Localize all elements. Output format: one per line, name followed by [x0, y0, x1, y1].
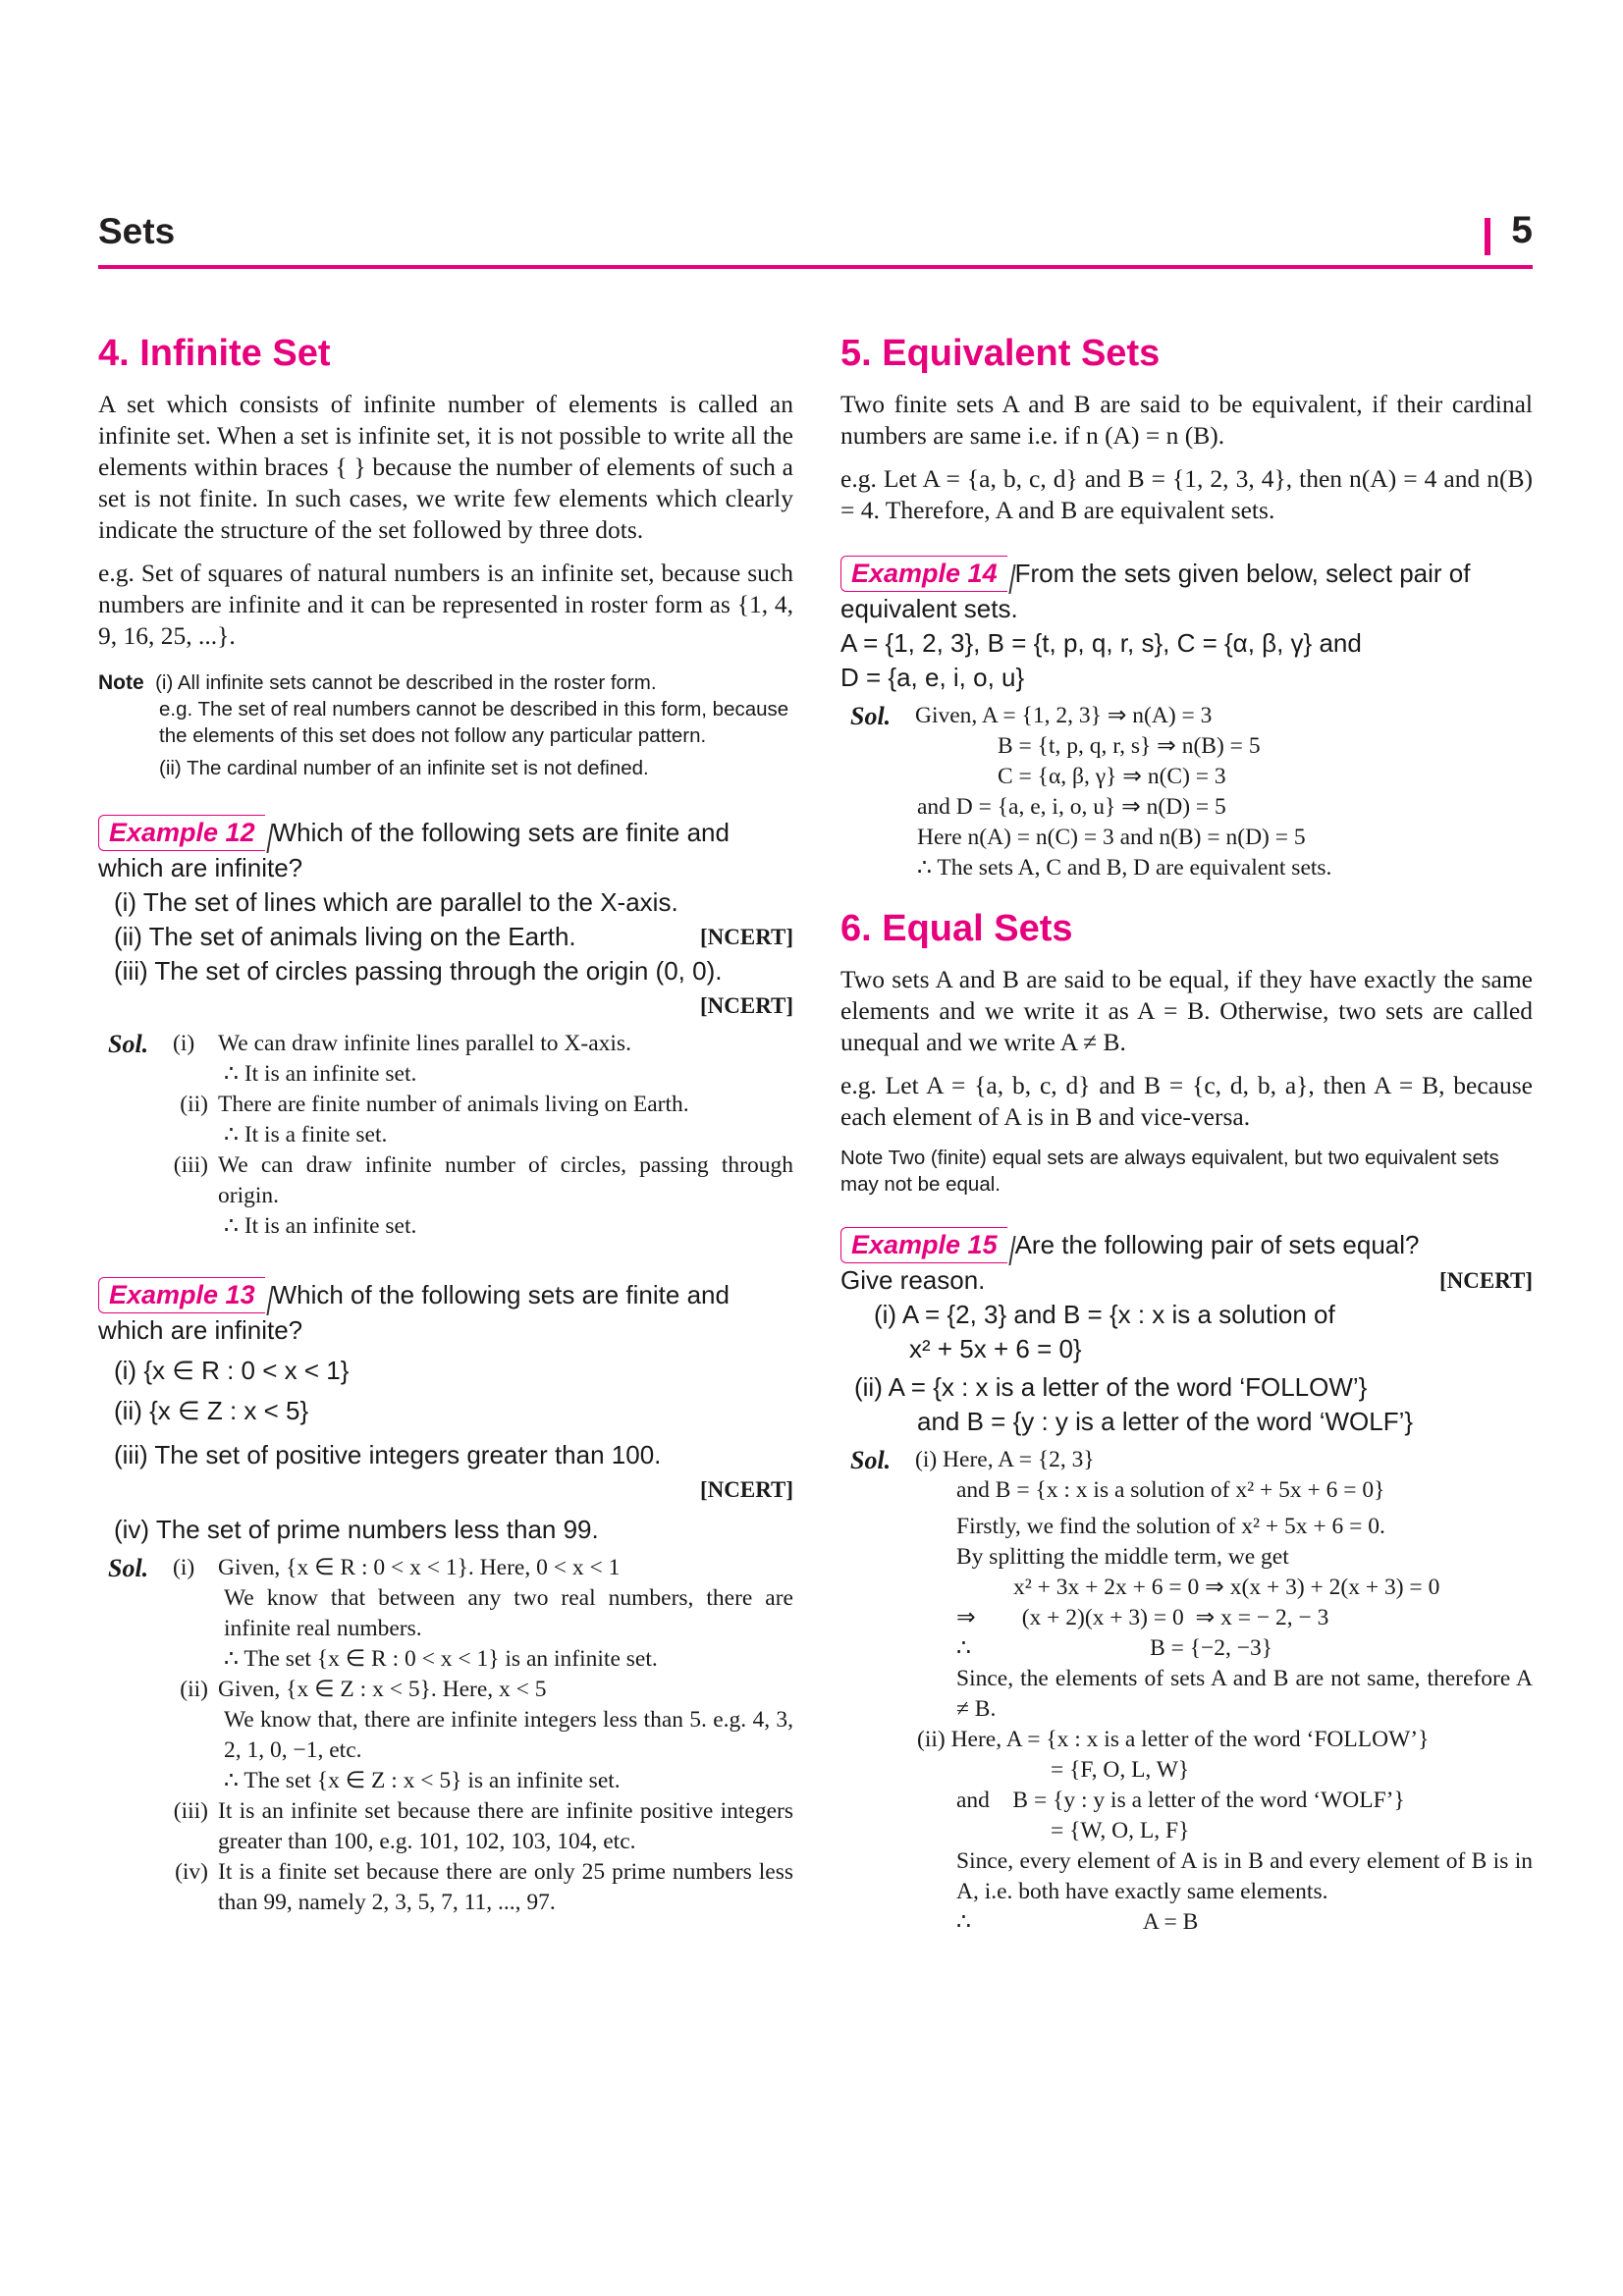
- equal-sets-definition: Two sets A and B are said to be equal, if they have exactly the same elements and we write it as A = B. Otherwise, two sets are called unequal and we write A ≠ B.: [840, 965, 1533, 1056]
- solution-step: (i) Here, A = {2, 3}: [915, 1447, 1095, 1472]
- solution-conclusion: ∴ The sets A, C and B, D are equivalent sets.: [917, 855, 1332, 881]
- example-question: Which of the following sets are finite and which are infinite?: [98, 818, 730, 882]
- example-12: [98, 815, 793, 1023]
- solution-step: By splitting the middle term, we get: [956, 1544, 1289, 1570]
- equal-sets-example: e.g. Let A = {a, b, c, d} and B = {c, d, b, a}, then A = B, because each element of A is in B and vice-versa.: [840, 1071, 1533, 1131]
- example-badge: Example 15: [840, 1227, 1007, 1263]
- solution-step: and B = {y : y is a letter of the word ‘WOLF’}: [956, 1788, 1405, 1813]
- solution-conclusion: Since, the elements of sets A and B are not same, therefore A ≠ B.: [956, 1666, 1533, 1722]
- example-badge: Example 13: [98, 1277, 265, 1313]
- solution-conclusion: ∴ A = B: [956, 1909, 1199, 1935]
- example-question-cont: Give reason.: [840, 1265, 986, 1295]
- example-question: Are the following pair of sets equal?: [1014, 1230, 1420, 1259]
- example-question: Which of the following sets are finite and which are infinite?: [98, 1280, 730, 1345]
- header-accent-bar: [1485, 218, 1490, 255]
- solution-step: We can draw infinite lines parallel to X-axis.: [218, 1031, 631, 1056]
- solution-step: It is an infinite set because there are infinite positive integers greater than 100, e.g. 101, 102, 103, 104, etc.: [218, 1798, 793, 1854]
- solution-step: ∴ B = {−2, −3}: [956, 1635, 1273, 1661]
- example-13: [98, 1277, 793, 1547]
- solution-label: Sol.: [850, 1446, 892, 1474]
- solution-label: Sol.: [108, 1030, 149, 1058]
- ncert-tag: [NCERT]: [699, 993, 793, 1018]
- solution-conclusion: ∴ It is a finite set.: [224, 1122, 388, 1148]
- list-item: (iii) The set of positive integers greater than 100.: [114, 1440, 662, 1469]
- solution-step: Given, {x ∈ R : 0 < x < 1}. Here, 0 < x < 1: [218, 1555, 621, 1580]
- solution-step: ⇒ (x + 2)(x + 3) = 0 ⇒ x = − 2, − 3: [956, 1605, 1329, 1630]
- list-item: (i) The set of lines which are parallel to the X-axis.: [114, 887, 678, 917]
- solution-step: = {F, O, L, W}: [1051, 1757, 1190, 1783]
- right-column: [840, 332, 1533, 1938]
- infinite-set-note: [98, 669, 793, 781]
- note-item-2: (ii) The cardinal number of an infinite set is not defined.: [159, 757, 649, 779]
- solution-13: Sol. (i) Given, {x ∈ R : 0 < x < 1}. Here, 0 < x < 1 We know that between any two real numbers, there are infinite real numbers. ∴ The set {x ∈ R : 0 < x < 1} is an infinite set. (ii) Given, {x ∈ Z : x < 5}. Here, x < 5 We know that, there are infinite integers less than 5. e.g. 4, 3, 2, 1, 0, −1, etc. ∴ The set {x ∈ Z : x < 5} is an infinite set. (iii) It is an infinite set because there are infinite positive integers greater than 100, e.g. 101, 102, 103, 104, etc. (iv) It is a finite set because there are only 25 prime numbers less than 99, namely 2, 3, 5, 7, 11, ..., 97.: [98, 1553, 793, 1918]
- solution-step: x² + 3x + 2x + 6 = 0 ⇒ x(x + 3) + 2(x + 3) = 0: [1013, 1575, 1440, 1600]
- solution-conclusion: ∴ The set {x ∈ Z : x < 5} is an infinite set.: [224, 1768, 621, 1793]
- note-label: Note: [98, 671, 144, 694]
- solution-step: B = {t, p, q, r, s} ⇒ n(B) = 5: [998, 733, 1261, 759]
- solution-step: C = {α, β, γ} ⇒ n(C) = 3: [998, 764, 1226, 789]
- example-badge: Example 14: [840, 556, 1007, 592]
- list-item: (iii) The set of circles passing through the origin (0, 0).: [114, 956, 723, 986]
- equivalent-sets-example: e.g. Let A = {a, b, c, d} and B = {1, 2, 3, 4}, then n(A) = 4 and n(B) = 4. Therefore, A and B are equivalent sets.: [840, 464, 1533, 524]
- solution-step: Given, {x ∈ Z : x < 5}. Here, x < 5: [218, 1677, 547, 1702]
- equal-sets-note: Note Two (finite) equal sets are always equivalent, but two equivalent sets may not be equal.: [840, 1147, 1499, 1196]
- solution-step: = {W, O, L, F}: [1051, 1818, 1190, 1843]
- solution-step: Here n(A) = n(C) = 3 and n(B) = n(D) = 5: [917, 825, 1306, 850]
- solution-conclusion: ∴ The set {x ∈ R : 0 < x < 1} is an infinite set.: [224, 1646, 658, 1672]
- ncert-tag: [NCERT]: [1438, 1268, 1533, 1293]
- example-sets-line: A = {1, 2, 3}, B = {t, p, q, r, s}, C = {α, β, γ} and: [840, 628, 1362, 658]
- solution-step: Since, every element of A is in B and every element of B is in A, i.e. both have exactly same elements.: [956, 1848, 1533, 1904]
- list-item-cont: and B = {y : y is a letter of the word ‘WOLF’}: [917, 1407, 1414, 1436]
- solution-step: We can draw infinite number of circles, passing through origin.: [218, 1152, 793, 1208]
- solution-label: Sol.: [850, 702, 892, 730]
- solution-step: and D = {a, e, i, o, u} ⇒ n(D) = 5: [917, 794, 1226, 820]
- list-item: (ii) A = {x : x is a letter of the word ‘FOLLOW’}: [854, 1372, 1368, 1402]
- ncert-tag: [NCERT]: [699, 1477, 793, 1502]
- note-item-1-detail: e.g. The set of real numbers cannot be described in this form, because the elements of this set does not follow any particular pattern.: [159, 698, 789, 747]
- page-number: 5: [1511, 209, 1533, 251]
- list-item: (ii) {x ∈ Z : x < 5}: [114, 1396, 309, 1425]
- list-item: (ii) The set of animals living on the Earth. [NCERT]: [98, 920, 793, 954]
- section-title-infinite-set: 4. Infinite Set: [98, 333, 331, 374]
- solution-step: and B = {x : x is a solution of x² + 5x + 6 = 0}: [956, 1477, 1385, 1503]
- infinite-set-definition: A set which consists of infinite number of elements is called an infinite set. When a set is infinite set, it is not possible to write all the elements within braces { } because the number of elements of such a set is not finite. In such cases, we write few elements which clearly indicate the structure of the set followed by three dots.: [98, 390, 793, 544]
- solution-12: Sol. (i) We can draw infinite lines parallel to X-axis. ∴ It is an infinite set. (ii) There are finite number of animals living on Earth. ∴ It is a finite set. (iii) We can draw infinite number of circles, passing through origin. ∴ It is an infinite set.: [98, 1029, 793, 1242]
- solution-step: Given, A = {1, 2, 3} ⇒ n(A) = 3: [915, 703, 1213, 728]
- solution-step: Firstly, we find the solution of x² + 5x + 6 = 0.: [956, 1514, 1385, 1539]
- example-15: [840, 1227, 1533, 1439]
- solution-step: (ii) Here, A = {x : x is a letter of the word ‘FOLLOW’}: [917, 1727, 1430, 1752]
- note-item-1: (i) All infinite sets cannot be described in the roster form.: [155, 671, 657, 694]
- ncert-tag: [NCERT]: [699, 925, 793, 949]
- solution-conclusion: ∴ It is an infinite set.: [224, 1213, 417, 1239]
- solution-step: We know that between any two real numbers, there are infinite real numbers.: [224, 1585, 793, 1641]
- example-badge: Example 12: [98, 815, 265, 851]
- solution-conclusion: ∴ It is an infinite set.: [224, 1061, 417, 1087]
- solution-step: It is a finite set because there are only 25 prime numbers less than 99, namely 2, 3, 5, 7, 11, ..., 97.: [218, 1859, 793, 1915]
- section-title-equivalent-sets: 5. Equivalent Sets: [840, 333, 1161, 374]
- solution-label: Sol.: [108, 1554, 149, 1582]
- section-title-equal-sets: 6. Equal Sets: [840, 908, 1073, 949]
- header-section-title: Sets: [98, 211, 176, 251]
- header-rule: [98, 265, 1533, 269]
- infinite-set-example: e.g. Set of squares of natural numbers is an infinite set, because such numbers are infinite and it can be represented in roster form as {1, 4, 9, 16, 25, ...}.: [98, 559, 793, 650]
- list-item: (i) {x ∈ R : 0 < x < 1}: [114, 1356, 350, 1385]
- solution-14: [840, 701, 1533, 883]
- list-item-cont: x² + 5x + 6 = 0}: [909, 1334, 1082, 1363]
- example-question: From the sets given below, select pair of equivalent sets.: [840, 559, 1471, 623]
- list-item: (iv) The set of prime numbers less than 99.: [114, 1515, 599, 1544]
- solution-step: We know that, there are infinite integers less than 5. e.g. 4, 3, 2, 1, 0, −1, etc.: [224, 1707, 793, 1763]
- solution-15: [840, 1445, 1533, 1938]
- equivalent-sets-definition: Two finite sets A and B are said to be equivalent, if their cardinal numbers are same i.e. if n (A) = n (B).: [840, 390, 1533, 450]
- list-item: (i) A = {2, 3} and B = {x : x is a solution of: [874, 1300, 1335, 1329]
- example-sets-line: D = {a, e, i, o, u}: [840, 663, 1025, 692]
- example-14: [840, 556, 1533, 695]
- solution-step: There are finite number of animals living on Earth.: [218, 1092, 689, 1117]
- left-column: [98, 332, 793, 1918]
